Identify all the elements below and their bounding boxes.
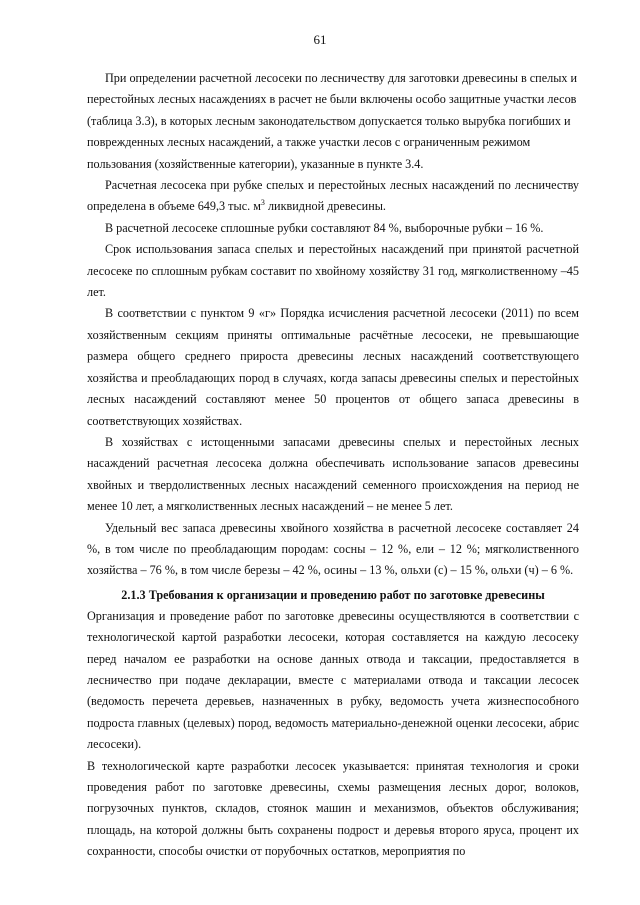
- cutting-volume-text: Расчетная лесосека при рубке спелых и перестойных лесных насаждений по лесничеству определена в объеме 649,3 тыс. м: [87, 178, 579, 214]
- page-body: [87, 68, 579, 863]
- paragraph-estimated-cutting-volume: [87, 175, 579, 218]
- page-number: 61: [313, 32, 327, 47]
- paragraph-excluded-forest-areas: При определении расчетной лесосеки по лесничеству для заготовки древесины в спелых и перестойных лесных насаждениях в расчет не были включены особо защитные участки лесов (таблица 3.3), в которых лесным законодательством допускается только вырубка погибших и поврежденных лесных насаждений, а также участки лесов с ограниченным режимом пользования (хозяйственные категории), указанные в пункте 3.4.: [87, 71, 578, 171]
- paragraph-species-share: Удельный вес запаса древесины хвойного хозяйства в расчетной лесосеке составляет 24 %, в том числе по преобладающим породам: сосны – 12 %, ели – 12 %; мягколиственного хозяйства – 76 %, в том числе березы – 42 %, осины – 13 %, ольхи (с) – 15 %, ольхи (ч) – 6 %.: [87, 520, 579, 578]
- paragraph-stock-usage-period: Срок использования запаса спелых и перестойных насаждений при принятой расчетной лесосеке по сплошным рубкам составит по хвойному хозяйству 31 год, мягколиственному –45 лет.: [87, 242, 579, 300]
- section-heading: 2.1.3 Требования к организации и проведению работ по заготовке древесины: [121, 587, 545, 602]
- paragraph-technological-map: Организация и проведение работ по заготовке древесины осуществляются в соответствии с технологической картой разработки лесосеки, которая составляется на каждую лесосеку перед началом ее разработки на основе данных отвода и таксации, предоставляется в лесничество при подаче декларации, вместе с материалами отвода и таксации лесосек (ведомость перечета деревьев, назначенных в рубку, ведомость учета жизнеспособного подроста главных (целевых) пород, ведомость материально-денежной оценки лесосеки, абрис лесосеки).: [87, 608, 579, 752]
- cutting-volume-text-end: ликвидной древесины.: [264, 199, 386, 214]
- paragraph-depleted-stock: В хозяйствах с истощенными запасами древесины спелых и перестойных лесных насаждений расчетная лесосека должна обеспечивать использование запасов древесины хвойных и твердолиственных лесных насаждений семенного происхождения на период не менее 10 лет, а мягколиственных лесных насаждений – не менее 5 лет.: [87, 434, 579, 514]
- cubic-superscript: 3: [260, 198, 265, 208]
- paragraph-optimal-cutting-areas: В соответствии с пунктом 9 «г» Порядка исчисления расчетной лесосеки (2011) по всем хозяйственным секциям приняты оптимальные расчётные лесосеки, не превышающие размера общего среднего прироста древесины лесных насаждений соответствующего хозяйства и преобладающих пород в случаях, когда запасы древесины спелых и перестойных лесных насаждений составляют менее 50 процентов от общего запаса древесины в соответствующих хозяйствах.: [87, 306, 579, 428]
- paragraph-technological-map-contents: В технологической карте разработки лесосек указывается: принятая технология и сроки проведения работ по заготовке древесины, схемы размещения лесных дорог, волоков, погрузочных пунктов, складов, стоянок машин и механизмов, объектов обслуживания; площадь, на которой должны быть сохранены подрост и деревья второго яруса, процент их сохранности, способы очистки от порубочных остатков, мероприятия по: [87, 758, 579, 859]
- paragraph-clear-selective-share: В расчетной лесосеке сплошные рубки составляют 84 %, выборочные рубки – 16 %.: [105, 220, 544, 235]
